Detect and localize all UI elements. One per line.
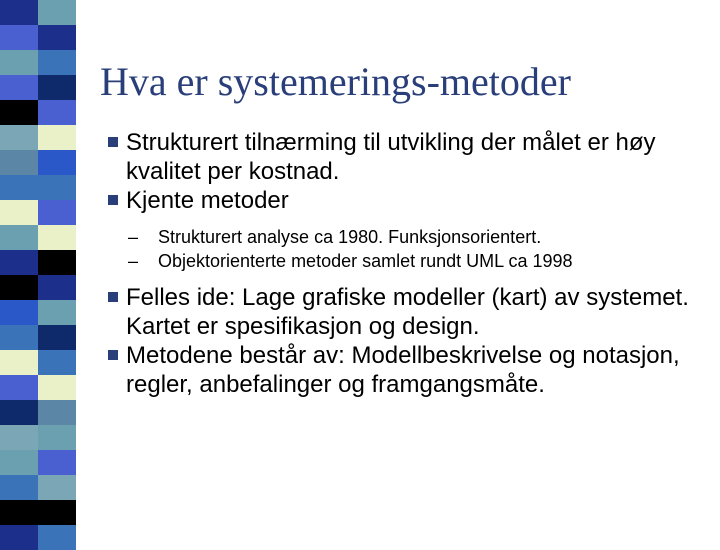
stripe-block [0, 25, 38, 50]
stripe-block [38, 275, 76, 300]
stripe-block [0, 75, 38, 100]
stripe-block [0, 125, 38, 150]
bullet-item [108, 186, 708, 215]
stripe-block [0, 200, 38, 225]
sub-bullet-marker: – [128, 251, 139, 271]
stripe-block [38, 300, 76, 325]
stripe-block [0, 50, 38, 75]
stripe-block [38, 175, 76, 200]
bullet-text: Felles ide: Lage grafiske modeller (kart) av systemet. Kartet er spesifikasjon og design. [126, 284, 689, 340]
stripe-block [0, 0, 38, 25]
stripe-block [0, 375, 38, 400]
stripe-block [38, 25, 76, 50]
sub-bullet-item [108, 249, 708, 273]
stripe-block [38, 400, 76, 425]
stripe-block [0, 475, 38, 500]
stripe-block [0, 525, 38, 550]
sub-bullet-text: Objektorienterte metoder samlet rundt UML ca 1998 [158, 251, 573, 271]
sub-bullet-text: Strukturert analyse ca 1980. Funksjonsorientert. [158, 227, 542, 247]
slide-title: Hva er systemerings-metoder [100, 59, 571, 104]
stripe-block [38, 525, 76, 550]
sub-bullet-item [108, 225, 708, 249]
bullet-text: Metodene består av: Modellbeskrivelse og notasjon, regler, anbefalinger og framgangsmåte. [126, 342, 680, 398]
bullet-item [108, 128, 708, 186]
stripe-block [38, 125, 76, 150]
stripe-block [0, 450, 38, 475]
stripe-block [0, 250, 38, 275]
stripe-block [38, 250, 76, 275]
stripe-block [0, 325, 38, 350]
stripe-block [38, 200, 76, 225]
bullet-marker-icon [108, 137, 118, 147]
bullet-marker-icon [108, 292, 118, 302]
stripe-block [38, 325, 76, 350]
stripe-block [38, 150, 76, 175]
stripe-block [0, 275, 38, 300]
bullet-marker-icon [108, 195, 118, 205]
stripe-block [0, 400, 38, 425]
stripe-block [38, 425, 76, 450]
bullet-text: Strukturert tilnærming til utvikling der målet er høy kvalitet per kostnad. [126, 129, 656, 185]
stripe-block [38, 350, 76, 375]
stripe-block [38, 225, 76, 250]
stripe-block [38, 0, 76, 25]
stripe-block [0, 225, 38, 250]
bullet-text: Kjente metoder [126, 187, 289, 214]
bullet-item [108, 283, 708, 341]
stripe-block [0, 350, 38, 375]
stripe-block [38, 375, 76, 400]
slide-content [108, 128, 708, 399]
bullet-item [108, 341, 708, 399]
stripe-block [0, 150, 38, 175]
stripe-block [0, 100, 38, 125]
stripe-block [38, 450, 76, 475]
stripe-block [38, 500, 76, 525]
stripe-block [0, 175, 38, 200]
stripe-block [38, 50, 76, 75]
stripe-block [0, 300, 38, 325]
decorative-stripe [0, 0, 76, 540]
stripe-block [38, 100, 76, 125]
stripe-block [38, 475, 76, 500]
stripe-block [38, 75, 76, 100]
bullet-marker-icon [108, 350, 118, 360]
stripe-block [0, 425, 38, 450]
stripe-block [0, 500, 38, 525]
sub-bullet-marker: – [128, 227, 139, 247]
